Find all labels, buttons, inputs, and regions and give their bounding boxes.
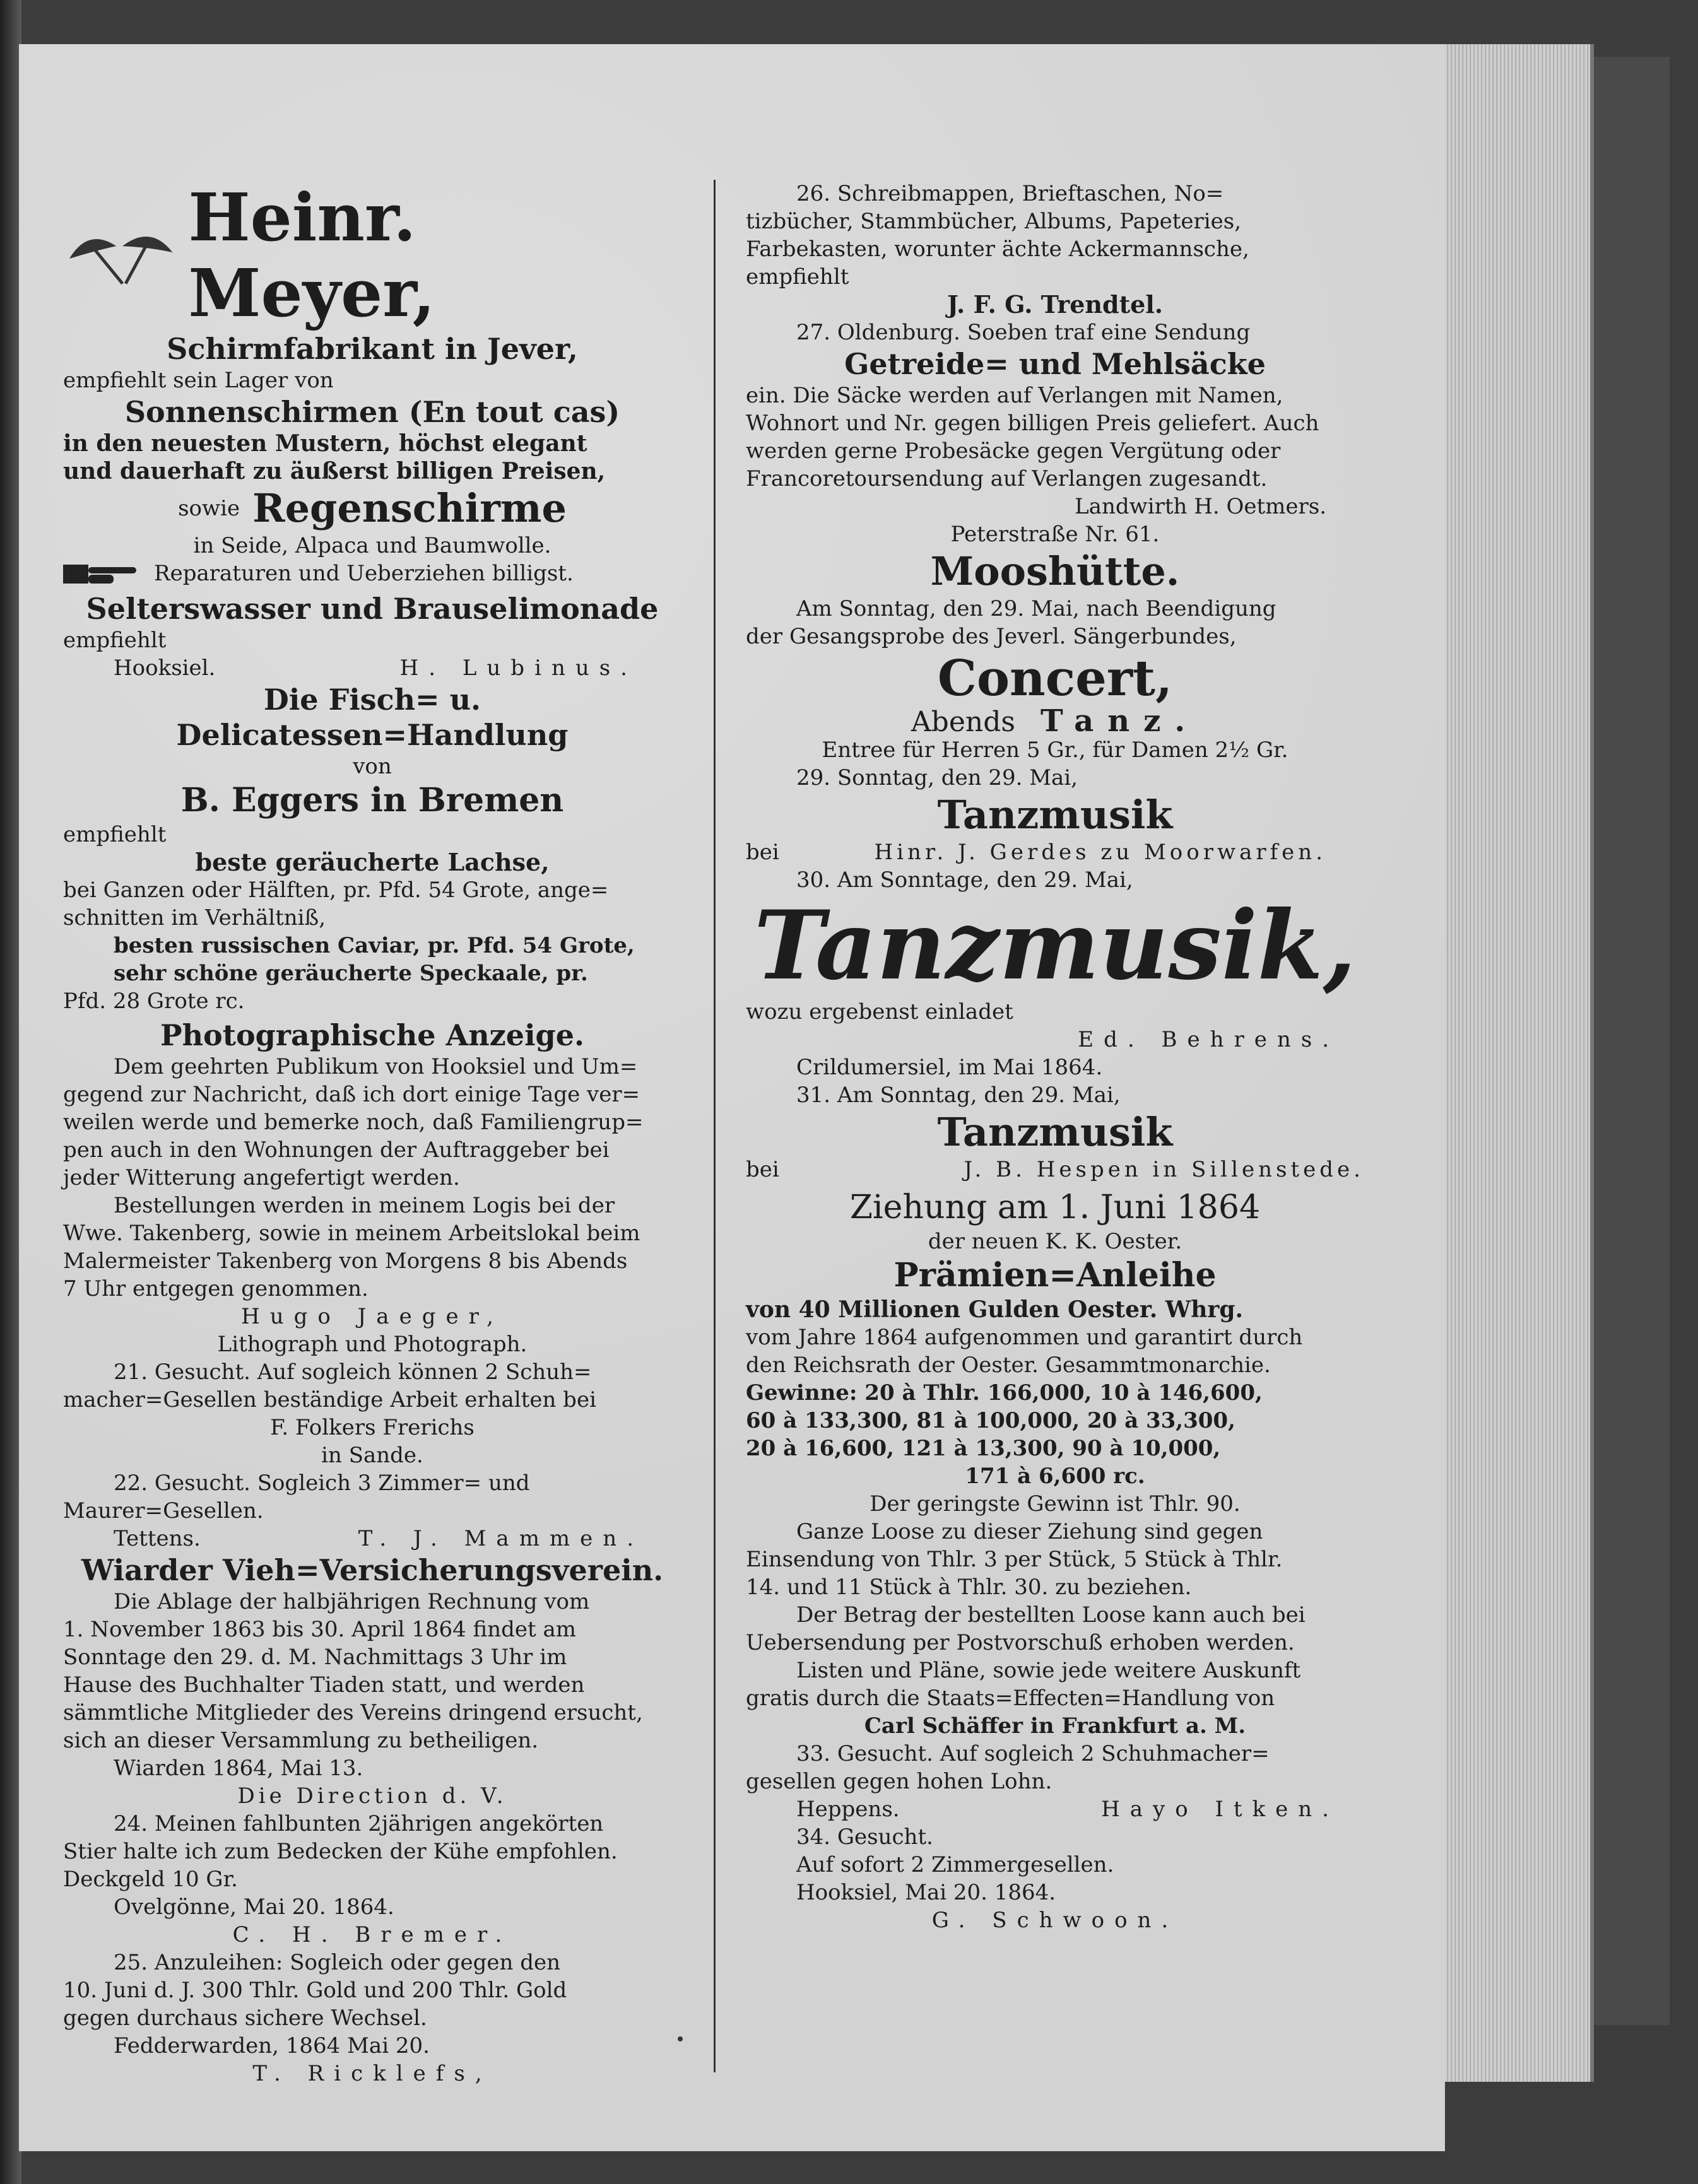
selters-line: empfiehlt [63,628,167,653]
a34-date: Hooksiel, Mai 20. 1864. [796,1880,1056,1905]
a33-line: 33. Gesucht. Auf sogleich 2 Schuhmacher= [796,1741,1270,1766]
photo-line: Bestellungen werden in meinem Logis bei der [114,1193,615,1218]
umbrella-icon [63,221,175,290]
photo-line: Malermeister Takenberg von Morgens 8 bis Abends [63,1248,628,1274]
zieh-line: 171 à 6,600 rc. [965,1464,1145,1489]
a31-line: 31. Am Sonntag, den 29. Mai, [796,1083,1121,1108]
meyer-line: in den neuesten Mustern, höchst elegant [63,430,587,457]
photo-line: 7 Uhr entgegen genommen. [63,1276,368,1301]
a30-name: Ed. Behrens. [1078,1027,1339,1052]
meyer-line: und dauerhaft zu äußerst billigen Preisen, [63,458,606,484]
photo-title2: Lithograph und Photograph. [217,1332,528,1357]
selters-sig [63,654,681,682]
zieh-line: Der Betrag der bestellten Loose kann auch bei [796,1602,1306,1628]
photo-title: Photographische Anzeige. [160,1018,584,1052]
a30-title: Tanzmusik, [753,890,1357,1001]
zieh-title3: von 40 Millionen Gulden Oester. Whrg. [746,1296,1244,1323]
zieh-title2: Prämien=Anleihe [893,1256,1217,1295]
moos-line: Am Sonntag, den 29. Mai, nach Beendigung [796,596,1276,621]
zieh-line: 20 à 16,600, 121 à 13,300, 90 à 10,000, [746,1436,1221,1461]
meyer-line: in Seide, Alpaca und Baumwolle. [193,533,551,558]
selters-name: H. Lubinus. [399,655,637,681]
photo-name: Hugo Jaeger, [241,1304,504,1329]
wiard-line: sich an dieser Versammlung zu betheiligen. [63,1728,539,1753]
zieh-line: der neuen K. K. Oester. [928,1229,1182,1254]
a25-name: T. Ricklefs, [252,2061,492,2086]
zieh-line: Ganze Loose zu dieser Ziehung sind gegen [796,1519,1263,1544]
a34-name: G. Schwoon. [931,1908,1179,1933]
wiard-sig: Die Direction d. V. [237,1783,507,1809]
meyer-line: empfiehlt sein Lager von [63,368,334,393]
a26-line: Farbekasten, worunter ächte Ackermannsche, [746,237,1249,262]
zieh-title: Ziehung am 1. Juni 1864 [849,1189,1261,1226]
zieh-line: gratis durch die Staats=Effecten=Handlung von [746,1686,1275,1711]
a27-line: ein. Die Säcke werden auf Verlangen mit Namen, [746,383,1283,408]
moos-abends-row [746,703,1364,739]
a21-place: in Sande. [321,1443,423,1468]
meyer-regen-row [63,485,681,532]
a27-addr: Peterstraße Nr. 61. [950,522,1160,547]
selters-title: Selterswasser und Brauselimonade [86,592,659,626]
wiard-date: Wiarden 1864, Mai 13. [114,1756,363,1781]
meyer-product: Sonnenschirmen (En tout cas) [124,395,620,429]
fisch-item: beste geräucherte Lachse, [195,848,550,876]
meyer-name: Heinr. Meyer, [188,179,435,332]
a34-line: Auf sofort 2 Zimmergesellen. [796,1852,1114,1877]
moos-concert: Concert, [937,650,1173,707]
a30-line: wozu ergebenst einladet [746,999,1013,1024]
photo-line: Dem geehrten Publikum von Hooksiel und Um= [114,1054,638,1079]
zieh-line: den Reichsrath der Oester. Gesammtmonarchie. [746,1353,1271,1378]
meyer-repair: Reparaturen und Ueberziehen billigst. [154,561,574,586]
a22-place: Tettens. [114,1526,201,1551]
zieh-line: vom Jahre 1864 aufgenommen und garantirt durch [746,1325,1303,1350]
a25-line: gegen durchaus sichere Wechsel. [63,2005,427,2031]
moos-entree: Entree für Herren 5 Gr., für Damen 2½ Gr. [822,737,1288,763]
a30-line: 30. Am Sonntage, den 29. Mai, [796,867,1133,893]
wiard-title: Wiarder Vieh=Versicherungsverein. [81,1553,664,1587]
zieh-line: Uebersendung per Postvorschuß erhoben werden. [746,1630,1295,1655]
a29-name: Hinr. J. Gerdes zu Moorwarfen. [874,840,1326,865]
wiard-line: Hause des Buchhalter Tiaden statt, und werden [63,1672,585,1698]
wiard-line: Sonntage den 29. d. M. Nachmittags 3 Uhr im [63,1645,567,1670]
column-divider [714,180,716,2072]
page-stack-edges [1445,44,1594,2082]
moos-title: Mooshütte. [930,548,1180,594]
book-spine [1594,57,1670,2025]
fisch-item: sehr schöne geräucherte Speckaale, pr. [114,961,588,986]
fisch-title: Die Fisch= u. Delicatessen=Handlung [176,683,569,752]
zieh-name: Carl Schäffer in Frankfurt a. M. [864,1713,1246,1739]
meyer-regen: Regenschirme [252,485,567,531]
meyer-repair-row [63,560,681,587]
moos-tanz: Tanz. [1040,703,1200,739]
meyer-header [63,180,681,331]
a31-bei: bei [746,1157,779,1182]
fisch-line: schnitten im Verhältniß, [63,905,326,931]
a29-sig [746,838,1364,866]
a29-line: 29. Sonntag, den 29. Mai, [796,765,1078,790]
a33-place: Heppens. [796,1797,900,1822]
a33-sig [746,1795,1364,1823]
a30-date: Crildumersiel, im Mai 1864. [796,1055,1103,1080]
fisch-item: besten russischen Caviar, pr. Pfd. 54 Grote, [114,933,635,958]
a27-line: Wohnort und Nr. gegen billigen Preis geliefert. Auch [746,411,1319,436]
fisch-line: bei Ganzen oder Hälften, pr. Pfd. 54 Grote, ange= [63,878,609,903]
photo-line: Wwe. Takenberg, sowie in meinem Arbeitslokal beim [63,1221,640,1246]
zieh-line: Gewinne: 20 à Thlr. 166,000, 10 à 146,600, [746,1380,1263,1406]
zieh-line: Der geringste Gewinn ist Thlr. 90. [870,1491,1241,1517]
photo-line: jeder Witterung angefertigt werden. [63,1165,460,1190]
a27-title: Getreide= und Mehlsäcke [844,347,1266,381]
a24-line: Deckgeld 10 Gr. [63,1867,238,1892]
fisch-name: B. Eggers in Bremen [180,781,564,819]
a26-line: tizbücher, Stammbücher, Albums, Papeteries, [746,209,1242,234]
a29-title: Tanzmusik [937,792,1173,838]
a24-line: 24. Meinen fahlbunten 2jährigen angekörten [114,1811,604,1836]
a24-line: Stier halte ich zum Bedecken der Kühe empfohlen. [63,1839,618,1864]
a31-title: Tanzmusik [937,1109,1173,1155]
meyer-sowie: sowie [178,496,240,521]
wiard-line: 1. November 1863 bis 30. April 1864 findet am [63,1617,576,1642]
pointing-hand-icon [63,560,139,587]
a25-line: 10. Juni d. J. 300 Thlr. Gold und 200 Thlr. Gold [63,1978,567,2003]
fisch-von: von [353,754,392,779]
zieh-line: 14. und 11 Stück à Thlr. 30. zu beziehen. [746,1575,1192,1600]
zieh-line: Listen und Pläne, sowie jede weitere Auskunft [796,1658,1301,1683]
fisch-line: empfiehlt [63,822,167,847]
a26-line: 26. Schreibmappen, Brieftaschen, No= [796,181,1224,206]
a22-name: T. J. Mammen. [358,1526,644,1551]
a33-name: Hayo Itken. [1101,1797,1339,1822]
a34-line: 34. Gesucht. [796,1824,933,1850]
a25-line: 25. Anzuleihen: Sogleich oder gegen den [114,1950,561,1975]
photo-line: gegend zur Nachricht, daß ich dort einige Tage ver= [63,1082,640,1107]
a27-name: Landwirth H. Oetmers. [1075,494,1326,519]
a21-line: 21. Gesucht. Auf sogleich können 2 Schuh= [114,1359,592,1385]
a24-date: Ovelgönne, Mai 20. 1864. [114,1894,394,1920]
left-column [63,180,681,2087]
moos-line: der Gesangsprobe des Jeverl. Sängerbundes, [746,624,1237,649]
left-page-edge [0,0,21,2184]
a31-name: J. B. Hespen in Sillenstede. [964,1157,1364,1182]
right-column [746,180,1364,1934]
a25-date: Fedderwarden, 1864 Mai 20. [114,2033,430,2058]
meyer-trade: Schirmfabrikant in Jever, [167,332,578,366]
a24-name: C. H. Bremer. [232,1922,512,1947]
a31-sig [746,1156,1364,1183]
photo-line: weilen werde und bemerke noch, daß Familiengrup= [63,1110,644,1135]
moos-abends: Abends [911,706,1015,738]
fisch-line: Pfd. 28 Grote rc. [63,989,245,1014]
a22-line: 22. Gesucht. Sogleich 3 Zimmer= und [114,1471,530,1496]
a27-line: Francoretoursendung auf Verlangen zugesandt. [746,466,1268,491]
selters-place: Hooksiel. [114,655,216,681]
zieh-line: 60 à 133,300, 81 à 100,000, 20 à 33,300, [746,1408,1235,1433]
a21-line: macher=Gesellen beständige Arbeit erhalten bei [63,1387,596,1412]
a21-name: F. Folkers Frerichs [270,1415,475,1440]
zieh-line: Einsendung von Thlr. 3 per Stück, 5 Stück à Thlr. [746,1547,1283,1572]
a22-sig [63,1525,681,1553]
wiard-line: Die Ablage der halbjährigen Rechnung vom [114,1589,590,1614]
wiard-line: sämmtliche Mitglieder des Vereins dringend ersucht, [63,1700,643,1725]
a27-line: 27. Oldenburg. Soeben traf eine Sendung [796,320,1251,345]
a26-name: J. F. G. Trendtel. [947,290,1163,319]
a22-line: Maurer=Gesellen. [63,1498,264,1524]
a26-line: empfiehlt [746,264,849,290]
a33-line: gesellen gegen hohen Lohn. [746,1769,1052,1794]
a27-line: werden gerne Probesäcke gegen Vergütung oder [746,438,1281,464]
a29-bei: bei [746,840,779,865]
photo-line: pen auch in den Wohnungen der Auftraggeber bei [63,1137,610,1163]
